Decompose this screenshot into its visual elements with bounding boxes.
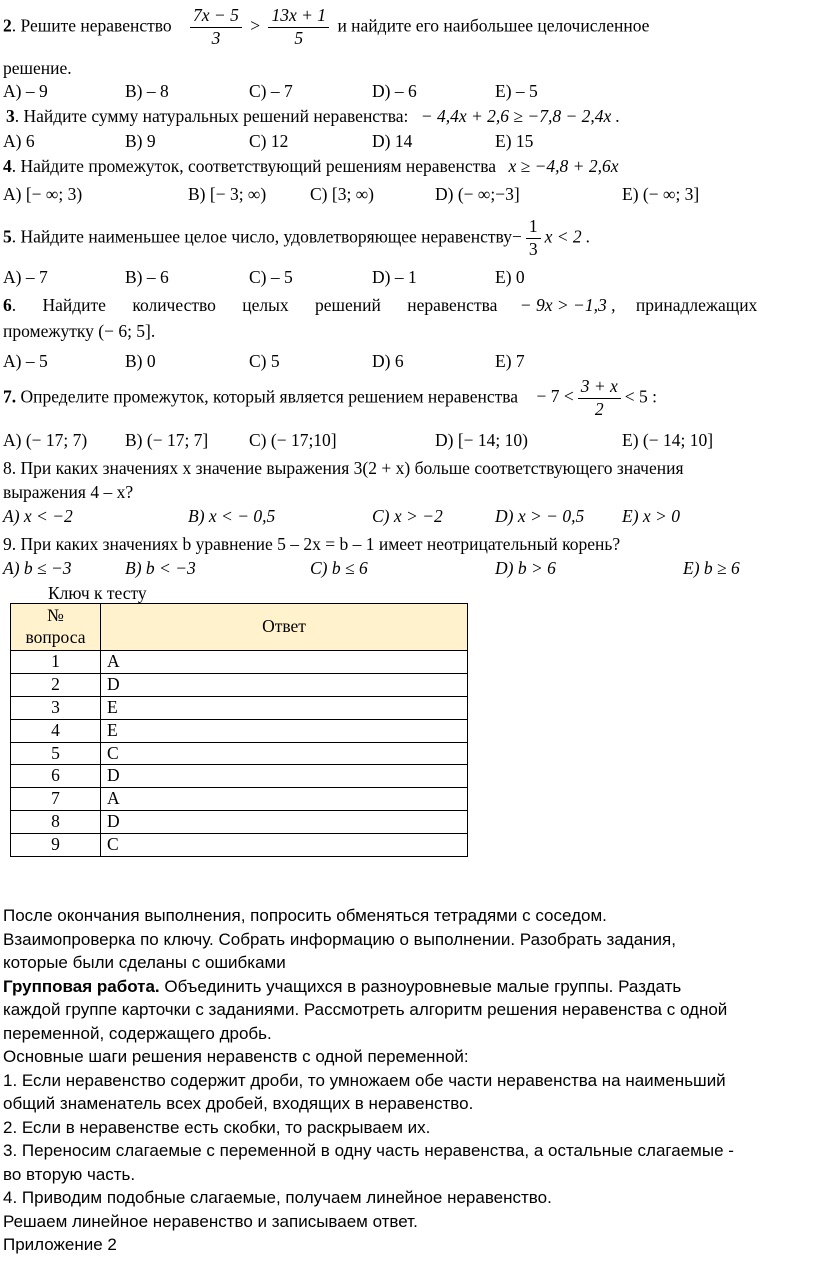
numerator: 3 + x — [578, 376, 621, 399]
paragraph-line: После окончания выполнения, попросить обменяться тетрадями с соседом. — [3, 906, 607, 925]
fraction — [578, 376, 621, 421]
option-a: A) – 9 — [3, 81, 48, 101]
option-e: E) 0 — [495, 267, 525, 287]
question-number: 6 — [3, 295, 12, 315]
option-e: E) b ≥ 6 — [683, 558, 740, 578]
table-header-row — [11, 604, 468, 651]
option-c: C) (− 17;10] — [249, 430, 337, 450]
option-a: A) x < −2 — [3, 506, 73, 526]
answer-cell: C — [101, 742, 468, 765]
answer-key-table — [10, 603, 468, 857]
question-number-cell: 5 — [11, 742, 101, 765]
question-8-options — [3, 506, 812, 530]
denominator: 5 — [294, 27, 304, 48]
table-row — [11, 651, 468, 674]
inequality: x ≥ −4,8 + 2,6x — [508, 156, 619, 176]
option-a: A) – 7 — [3, 267, 48, 287]
option-c: C) x > −2 — [372, 506, 443, 526]
answer-cell: A — [101, 651, 468, 674]
option-d: D) (− ∞;−3] — [435, 184, 520, 204]
denominator: 3 — [528, 238, 538, 259]
question-number-cell: 2 — [11, 673, 101, 696]
fraction-left — [190, 5, 242, 50]
option-c: C) 5 — [249, 351, 280, 371]
option-c: C) 12 — [249, 131, 289, 151]
question-number: 2 — [3, 15, 12, 36]
option-b: B) x < − 0,5 — [188, 506, 276, 526]
question-number-cell: 4 — [11, 719, 101, 742]
option-d: D) x > − 0,5 — [495, 506, 585, 526]
column-header-answer: Ответ — [101, 604, 468, 651]
minus-sign: − — [511, 226, 522, 247]
answer-cell: D — [101, 811, 468, 834]
table-row — [11, 788, 468, 811]
group-work-text: Объединить учащихся в разноуровневые малые группы. Раздать — [159, 976, 682, 996]
answer-cell: C — [101, 834, 468, 857]
question-number-cell: 8 — [11, 811, 101, 834]
question-7-line — [3, 376, 812, 421]
question-3-line — [6, 106, 812, 128]
question-number-cell: 1 — [11, 651, 101, 674]
option-a: A) b ≤ −3 — [3, 558, 72, 578]
inequality-right: < 5 : — [624, 386, 658, 407]
question-7-options — [3, 430, 812, 454]
question-text: Определите промежуток, который является решением неравенства — [16, 386, 519, 407]
table-row — [11, 742, 468, 765]
operator: > — [250, 15, 261, 36]
option-b: B) 0 — [125, 351, 156, 371]
inequality-tail: x < 2 . — [544, 226, 591, 247]
table-row — [11, 696, 468, 719]
table-row — [11, 811, 468, 834]
option-a: A) 6 — [3, 131, 35, 151]
question-number-cell: 6 — [11, 765, 101, 788]
option-b: B) (− 17; 7] — [125, 430, 209, 450]
paragraph-line: Взаимопроверка по ключу. Собрать информацию о выполнении. Разобрать задания, — [3, 929, 676, 949]
question-tail: принадлежащих — [635, 295, 758, 315]
paragraph-line: 1. Если неравенство содержит дроби, то умножаем обе части неравенства на наименьший — [3, 1070, 726, 1090]
option-e: E) – 5 — [495, 81, 538, 101]
question-number: 3 — [6, 106, 15, 126]
option-e: E) x > 0 — [622, 506, 680, 526]
inequality: − 9x > −1,3 , — [519, 295, 616, 315]
question-number: 7. — [3, 386, 17, 407]
option-d: D) [− 14; 10) — [435, 430, 528, 450]
question-text: . Найдите наименьшее целое число, удовлетворяющее неравенству — [11, 226, 512, 247]
question-text: . Найдите промежуток, соответствующий решениям неравенства — [11, 156, 497, 176]
option-d: D) – 1 — [372, 267, 417, 287]
question-6-line — [3, 295, 812, 317]
option-b: B) b < −3 — [125, 558, 196, 578]
question-text: . Найдите сумму натуральных решений неравенства: — [14, 106, 409, 126]
question-number: 4 — [3, 156, 12, 176]
table-row — [11, 673, 468, 696]
fraction-right — [268, 5, 329, 50]
question-2-line — [3, 5, 812, 50]
answer-cell: E — [101, 696, 468, 719]
option-d: D) 14 — [372, 131, 413, 151]
answer-cell: A — [101, 788, 468, 811]
answer-key-title: Ключ к тесту — [48, 583, 147, 603]
question-number: 5 — [3, 226, 12, 247]
option-e: E) 15 — [495, 131, 534, 151]
fraction — [526, 216, 541, 261]
question-5-line — [3, 216, 812, 261]
option-d: D) – 6 — [372, 81, 417, 101]
option-e: E) 7 — [495, 351, 525, 371]
option-e: E) (− ∞; 3] — [622, 184, 700, 204]
option-d: D) 6 — [372, 351, 404, 371]
question-text: . Найдите количество целых решений неравенства — [11, 295, 498, 315]
question-9-line: 9. При каких значениях b уравнение 5 – 2x = b – 1 имеет неотрицательный корень? — [3, 534, 621, 554]
paragraph-line: 4. Приводим подобные слагаемые, получаем линейное неравенство. — [3, 1188, 552, 1207]
paragraph-line: 2. Если в неравенстве есть скобки, то раскрываем их. — [3, 1117, 431, 1137]
numerator: 13x + 1 — [268, 5, 329, 28]
question-6-options — [3, 351, 812, 375]
question-3-options — [3, 131, 812, 155]
question-8-line-2: выражения 4 – x? — [3, 482, 134, 502]
question-4-line — [3, 156, 812, 178]
option-d: D) b > 6 — [495, 558, 556, 578]
question-5-options — [3, 267, 812, 291]
denominator: 2 — [594, 398, 604, 419]
table-row — [11, 765, 468, 788]
inequality-left: − 7 < — [536, 386, 574, 407]
option-c: C) [3; ∞) — [310, 184, 374, 204]
option-b: B) 9 — [125, 131, 156, 151]
numerator: 1 — [526, 216, 541, 239]
question-number-cell: 7 — [11, 788, 101, 811]
question-9-options — [3, 558, 812, 582]
question-2-continuation: решение. — [3, 58, 72, 78]
paragraph-line: Приложение 2 — [3, 1235, 117, 1254]
option-b: B) – 8 — [125, 81, 169, 101]
option-e: E) (− 14; 10] — [622, 430, 714, 450]
paragraph-line: каждой группе карточки с заданиями. Рассмотреть алгоритм решения неравенства с одной — [3, 1000, 728, 1019]
paragraph-line: 3. Переносим слагаемые с переменной в одну часть неравенства, а остальные слагаемые - — [3, 1141, 734, 1160]
option-c: C) – 5 — [249, 267, 293, 287]
paragraph-line: общий знаменатель всех дробей, входящих в неравенство. — [3, 1094, 474, 1113]
question-text: . Решите неравенство — [11, 15, 172, 36]
question-8-line-1: 8. При каких значениях x значение выражения 3(2 + x) больше соответствующего значения — [3, 458, 684, 478]
question-number-cell: 9 — [11, 834, 101, 857]
denominator: 3 — [211, 27, 221, 48]
instructions-block — [3, 904, 811, 1257]
group-work-heading: Групповая работа. — [3, 976, 160, 996]
question-6-continuation: промежутку (− 6; 5]. — [3, 321, 156, 341]
paragraph-line: во вторую часть. — [3, 1164, 136, 1184]
paragraph-line: Основные шаги решения неравенств с одной переменной: — [3, 1047, 469, 1066]
inequality: − 4,4x + 2,6 ≥ −7,8 − 2,4x . — [420, 106, 621, 126]
paragraph-line — [3, 975, 811, 999]
numerator: 7x − 5 — [190, 5, 242, 28]
option-c: C) b ≤ 6 — [310, 558, 368, 578]
question-2-options — [3, 81, 812, 105]
table-row — [11, 719, 468, 742]
answer-cell: D — [101, 765, 468, 788]
option-a: A) – 5 — [3, 351, 48, 371]
table-row — [11, 834, 468, 857]
paragraph-line: Решаем линейное неравенство и записываем ответ. — [3, 1211, 418, 1231]
question-tail: и найдите его наибольшее целочисленное — [337, 15, 650, 36]
option-b: B) [− 3; ∞) — [188, 184, 267, 204]
paragraph-line: переменной, содержащего дробь. — [3, 1023, 272, 1043]
question-4-options — [3, 184, 812, 208]
option-a: A) [− ∞; 3) — [3, 184, 83, 204]
option-b: B) – 6 — [125, 267, 169, 287]
paragraph-line: которые были сделаны с ошибками — [3, 953, 286, 972]
question-number-cell: 3 — [11, 696, 101, 719]
column-header-number: № вопроса — [11, 604, 101, 651]
answer-cell: D — [101, 673, 468, 696]
option-a: A) (− 17; 7) — [3, 430, 88, 450]
option-c: C) – 7 — [249, 81, 293, 101]
answer-cell: E — [101, 719, 468, 742]
